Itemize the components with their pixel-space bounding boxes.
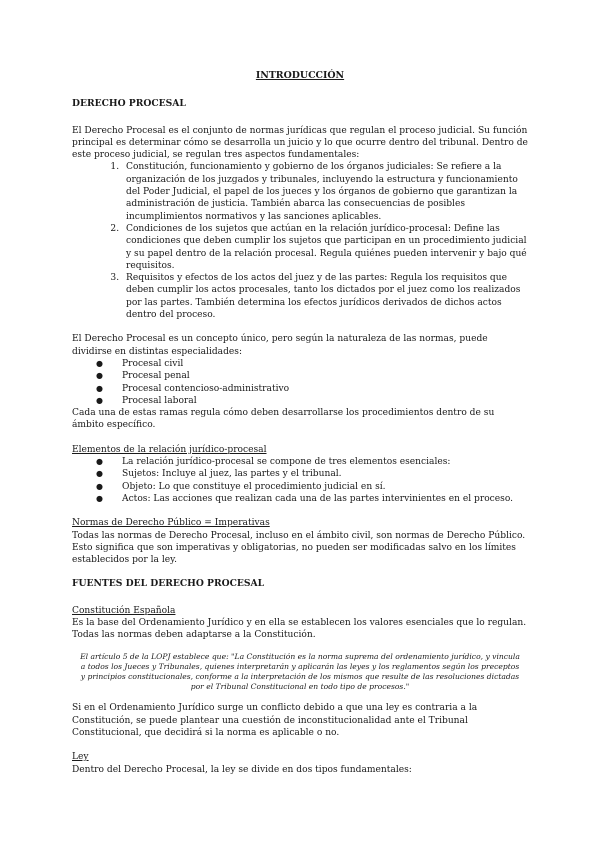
bullet-icon: ● [96, 457, 103, 467]
specialties-list [72, 358, 528, 407]
bullet-icon: ● [96, 481, 103, 491]
aspects-list [72, 161, 528, 321]
list-item: ● Procesal contencioso-administrativo [96, 383, 290, 394]
ley-heading: Ley [72, 752, 89, 763]
elements-list [72, 456, 528, 505]
section-heading-fuentes: FUENTES DEL DERECHO PROCESAL [72, 578, 265, 590]
bullet-icon: ● [96, 395, 103, 405]
constitution-heading: Constitución Española [72, 605, 176, 616]
page-title: INTRODUCCIÓN [255, 70, 345, 81]
elements-heading: Elementos de la relación jurídico-procesal [72, 444, 267, 455]
bullet-icon: ● [96, 469, 103, 479]
bullet-icon: ● [96, 493, 103, 503]
list-item: 1. Constitución, funcionamiento y gobierno de los órganos judiciales: Se refiere a la organización de los juzgados y tribunales, incluyendo la estructura y funcionamiento del Poder Judicial, el papel de los jueces y los órganos de gobierno que garantizan la administración de justicia. También abarca las consecuencias de posibles incumplimientos normativos y las sanciones aplicables. [122, 161, 528, 222]
intro-paragraph: El Derecho Procesal es el conjunto de normas jurídicas que regulan el proceso judicial. Su función principal es determinar cómo se desarrolla un juicio y lo que ocurre dentro del tribunal. Dentro de este proceso judicial, se regulan tres aspectos fundamentales: [72, 125, 528, 161]
list-item: ● Procesal penal [96, 371, 190, 382]
bullet-icon: ● [96, 371, 103, 381]
bullet-icon: ● [96, 358, 103, 368]
list-item: ● Sujetos: Incluye al juez, las partes y el tribunal. [96, 469, 342, 480]
ley-text: Dentro del Derecho Procesal, la ley se divide en dos tipos fundamentales: [72, 764, 412, 775]
section-heading-derecho-procesal: DERECHO PROCESAL [72, 98, 186, 110]
constitution-text: Es la base del Ordenamiento Jurídico y en ella se establecen los valores esenciales que lo regulan. Todas las normas deben adaptarse a la Constitución. [72, 617, 527, 641]
list-item: ● Procesal civil [96, 358, 184, 369]
list-item: ● Procesal laboral [96, 395, 197, 406]
bullet-icon: ● [96, 383, 103, 393]
list-item: 3. Requisitos y efectos de los actos del juez y de las partes: Regula los requisitos que deben cumplir los actos procesales, tanto los dictados por el juez como los realizados por las partes. También determina los efectos jurídicos derivados de dichos actos dentro del proceso. [122, 272, 528, 321]
specialties-outro: Cada una de estas ramas regula cómo deben desarrollarse los procedimientos dentro de su ámbito específico. [72, 408, 495, 431]
list-item: ● La relación jurídico-procesal se compone de tres elementos esenciales: [96, 457, 451, 468]
list-item: ● Objeto: Lo que constituye el procedimiento judicial en sí. [96, 481, 386, 492]
list-item: ● Actos: Las acciones que realizan cada una de las partes intervinientes en el proceso. [96, 493, 514, 504]
list-item: 2. Condiciones de los sujetos que actúan en la relación jurídico-procesal: Define las condiciones que deben cumplir los sujetos que participan en un procedimiento judicial y su papel dentro de la relación procesal. Regula quiénes pueden intervenir y bajo qué requisitos. [122, 223, 528, 272]
specialties-intro: El Derecho Procesal es un concepto único, pero según la naturaleza de las normas, puede dividirse en distintas especialidades: [72, 334, 488, 357]
lopj-quote: El artículo 5 de la LOPJ establece que: "La Constitución es la norma suprema del ordenamiento jurídico, y vincula a todos los Jueces y Tribunales, quienes interpretarán y aplicarán las leyes y los reglamentos según los preceptos y principios constitucionales, conforme a la interpretación de los mismos que resulte de las resoluciones dictadas por el Tribunal Constitucional en todo tipo de procesos." [80, 651, 520, 692]
conflict-text: Si en el Ordenamiento Jurídico surge un conflicto debido a que una ley es contraria a la Constitución, se puede plantear una cuestión de inconstitucionalidad ante el Tribunal Constitucional, que decidirá si la norma es aplicable o no. [72, 703, 478, 738]
public-law-heading: Normas de Derecho Público = Imperativas [72, 518, 270, 529]
public-law-text: Todas las normas de Derecho Procesal, incluso en el ámbito civil, son normas de Derecho Público. Esto significa que son imperativas y obligatorias, no pueden ser modificadas salvo en los límites establecidos por la ley. [72, 530, 526, 566]
